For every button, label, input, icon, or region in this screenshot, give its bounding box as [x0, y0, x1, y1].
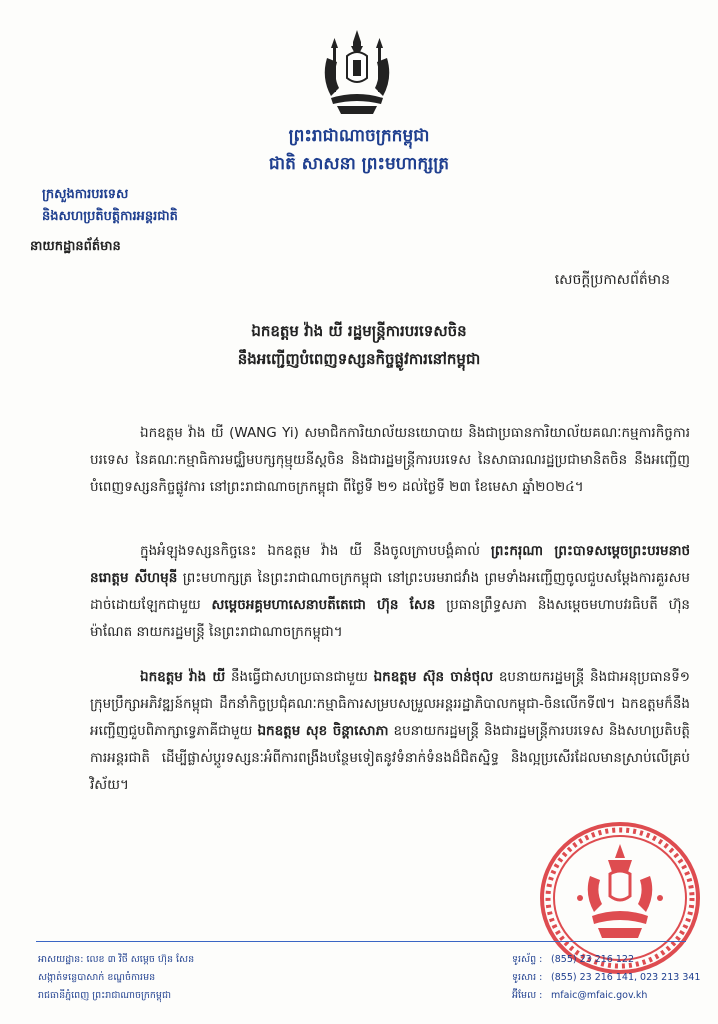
kingdom-name: ព្រះរាជាណាចក្រកម្ពុជា	[288, 126, 430, 146]
email-value[interactable]: mfaic@mfaic.gov.kh	[551, 990, 648, 1001]
phone-label: ទូរស័ព្ទ :	[512, 954, 543, 965]
footer-email	[512, 989, 647, 1003]
body-paragraph-3	[90, 664, 690, 799]
footer-divider	[36, 941, 686, 942]
headline-line2: នឹងអញ្ជើញបំពេញទស្សនកិច្ចផ្លូវការនៅកម្ពុជា	[237, 350, 481, 368]
deputy-pm-name: ឯកឧត្តម ស៊ុន ចាន់ថុល	[373, 669, 494, 685]
paragraph-text: ឧបនាយករដ្ឋមន្ត្រី និងជាអនុប្រធានទី១ ក្រុមប្រឹក្សាអភិវឌ្ឍន៍កម្ពុជា ដឹកនាំកិច្ចប្រជុំគណៈកម្មាធិការសម្របសម្រួលអន្តររដ្ឋាភិបាលកម្ពុជា-ចិនលើកទី៧។ ឯកឧត្តមក៏នឹងអញ្ជើញជួបពិភាក្សាទ្វេភាគីជាមួយ	[90, 669, 690, 739]
paragraph-text: ប្រធានព្រឹទ្ធសភា និងសម្តេចមហាបវរធិបតី ហ៊ុន ម៉ាណែត នាយករដ្ឋមន្ត្រី នៃព្រះរាជាណាចក្រកម្ពុជា។	[90, 597, 691, 640]
phone-value: (855) 23 216 122	[551, 954, 634, 965]
email-label: អ៊ីមែល :	[512, 990, 543, 1001]
footer-address-line1	[38, 953, 194, 967]
footer-telephone	[512, 953, 634, 967]
paragraph-text: ឧបនាយករដ្ឋមន្ត្រី និងជារដ្ឋមន្ត្រីការបរទេស និងសហប្រតិបត្តិការអន្តរជាតិ ដើម្បីផ្លាស់ប្តូរទស្សនៈអំពីការពង្រឹងបន្ថែមទៀតនូវទំនាក់ទំនងដ៏ជិតស្និទ្ធ និងល្អប្រសើរដែលមានស្រាប់លើគ្រប់វិស័យ។	[90, 723, 690, 793]
foreign-minister-name: ឯកឧត្តម សុខ ចិន្តាសោភា	[257, 723, 389, 739]
fax-label: ទូរសារ :	[512, 972, 543, 983]
paragraph-text: ព្រះមហាក្សត្រ នៃព្រះរាជាណាចក្រកម្ពុជា នៅព្រះបរមរាជវាំង ព្រមទាំងអញ្ជើញចូលជួបសម្តែងការគួរសមដាច់ដោយឡែកជាមួយ	[90, 570, 690, 613]
body-paragraph-1: ឯកឧត្តម វ៉ាង យី (WANG Yi) សមាជិកការិយាល័យនយោបាយ និងជាប្រធានការិយាល័យគណៈកម្មការកិច្ចការបរទេស នៃគណៈកម្មាធិការមជ្ឈិមបក្សកុម្មុយនីស្តចិន និងជារដ្ឋមន្ត្រីការបរទេស នៃសាធារណរដ្ឋប្រជាមានិតចិន នឹងអញ្ជើញបំពេញទស្សនកិច្ចផ្លូវការ នៅព្រះរាជាណាចក្រកម្ពុជា ពីថ្ងៃទី ២១ ដល់ថ្ងៃទី ២៣ ខែមេសា ឆ្នាំ២០២៤។	[90, 425, 690, 495]
footer-address-line2: សង្កាត់ទន្លេបាសាក់ ខណ្ឌចំការមន	[38, 972, 156, 983]
senate-president-name: សម្តេចអគ្គមហាសេនាបតីតេជោ ហ៊ុន សែន	[211, 597, 436, 613]
king-title: ព្រះករុណា ព្រះបាទសម្តេចព្រះបរមនាថ នរោត្តម សីហមុនី	[90, 543, 691, 586]
royal-emblem-icon	[317, 28, 397, 116]
ministry-name-line1: ក្រសួងការបរទេស	[42, 187, 129, 202]
document-type: សេចក្តីប្រកាសព័ត៌មាន	[554, 272, 670, 288]
headline-line1: ឯកឧត្តម វ៉ាង យី រដ្ឋមន្ត្រីការបរទេសចិន	[251, 322, 467, 340]
department-name: នាយកដ្ឋានព័ត៌មាន	[30, 239, 121, 254]
ministry-name-line2: និងសហប្រតិបត្តិការអន្តរជាតិ	[42, 209, 178, 224]
footer-fax	[512, 971, 700, 985]
minister-name: ឯកឧត្តម វ៉ាង យី	[140, 669, 226, 685]
fax-value: (855) 23 216 141, 023 213 341	[551, 972, 701, 983]
address-text: លេខ ៣ វិថី សម្តេច ហ៊ុន សែន	[86, 954, 195, 965]
national-motto: ជាតិ សាសនា ព្រះមហាក្សត្រ	[268, 154, 450, 174]
footer-address-line3: រាជធានីភ្នំពេញ ព្រះរាជាណាចក្រកម្ពុជា	[38, 990, 171, 1001]
address-label: អាសយដ្ឋាន:	[38, 954, 84, 965]
body-paragraph-2	[90, 538, 690, 646]
paragraph-text: នឹងធ្វើជាសហប្រធានជាមួយ	[225, 669, 374, 685]
paragraph-text: ក្នុងអំឡុងទស្សនកិច្ចនេះ ឯកឧត្តម វ៉ាង យី នឹងចូលក្រាបបង្គំគាល់	[140, 543, 491, 559]
